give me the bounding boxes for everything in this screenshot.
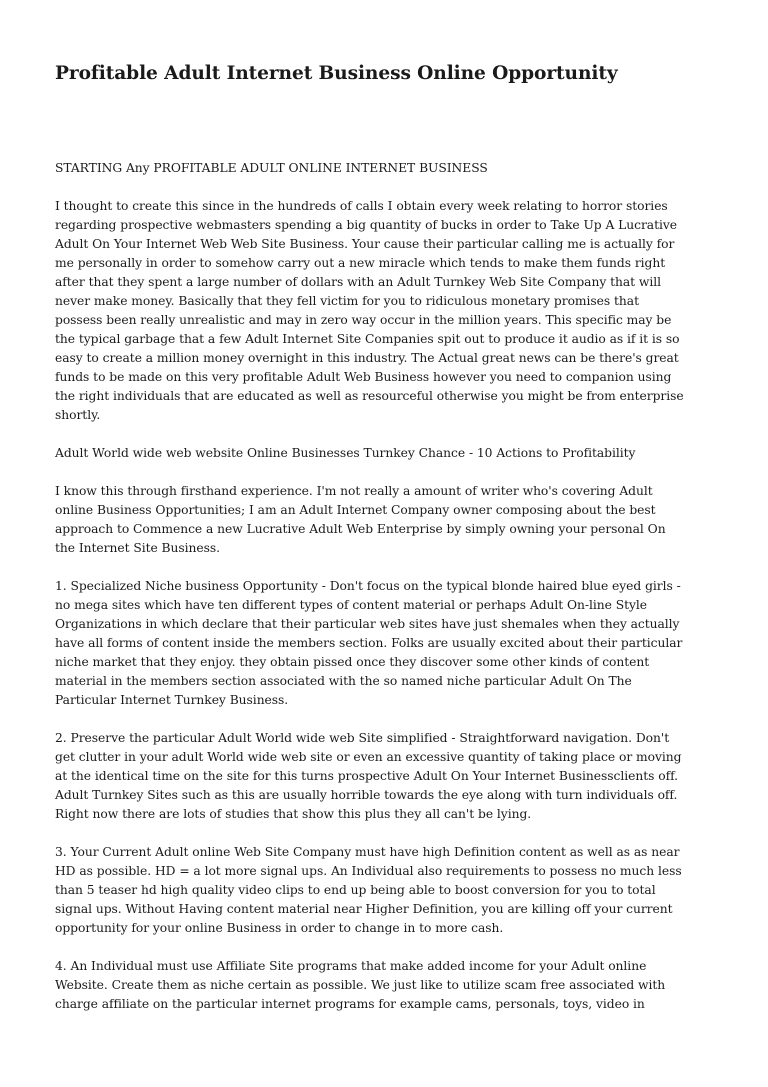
text-line: get clutter in your adult World wide web site or even an excessive quantity of taking place or moving <box>55 750 682 764</box>
text-line: no mega sites which have ten different types of content material or perhaps Adult On-line Style <box>55 598 648 612</box>
text-line: the right individuals that are educated as well as resourceful otherwise you might be from enterprise <box>55 389 684 403</box>
text-line: HD as possible. HD = a lot more signal ups. An Individual also requirements to possess no much less <box>55 864 682 878</box>
text-line: shortly. <box>55 408 101 422</box>
text-line: charge affiliate on the particular internet programs for example cams, personals, toys, video in <box>55 997 645 1011</box>
text-line: the Internet Site Business. <box>55 541 221 555</box>
text-line: opportunity for your online Business in order to change in to more cash. <box>55 921 504 935</box>
text-line: at the identical time on the site for this turns prospective Adult On Your Internet Businessclients off. <box>55 769 679 783</box>
paragraph <box>55 843 717 938</box>
text-line: 2. Preserve the particular Adult World wide web Site simplified - Straightforward navigation. Don't <box>55 731 670 745</box>
text-line: Particular Internet Turnkey Business. <box>55 693 289 707</box>
paragraph <box>55 482 717 558</box>
text-line: after that they spent a large number of dollars with an Adult Turnkey Web Site Company that will <box>55 275 662 289</box>
text-line: have all forms of content inside the members section. Folks are usually excited about their particular <box>55 636 683 650</box>
text-line: the typical garbage that a few Adult Internet Site Companies spit out to produce it audio as if it is so <box>55 332 680 346</box>
text-line: never make money. Basically that they fell victim for you to ridiculous monetary promises that <box>55 294 639 308</box>
text-line: Adult On Your Internet Web Web Site Business. Your cause their particular calling me is actually for <box>55 237 675 251</box>
paragraph <box>55 729 717 824</box>
document-body <box>55 159 717 1033</box>
text-line: than 5 teaser hd high quality video clips to end up being able to boost conversion for you to total <box>55 883 656 897</box>
text-line: easy to create a million money overnight in this industry. The Actual great news can be there's great <box>55 351 679 365</box>
paragraph <box>55 444 717 463</box>
paragraph <box>55 197 717 425</box>
text-line: niche market that they enjoy. they obtain pissed once they discover some other kinds of content <box>55 655 650 669</box>
text-line: 3. Your Current Adult online Web Site Company must have high Definition content as well as as near <box>55 845 680 859</box>
text-line: STARTING Any PROFITABLE ADULT ONLINE INTERNET BUSINESS <box>55 161 488 175</box>
text-line: Adult Turnkey Sites such as this are usually horrible towards the eye along with turn individuals off. <box>55 788 678 802</box>
text-line: 4. An Individual must use Affiliate Site programs that make added income for your Adult online <box>55 959 647 973</box>
text-line: signal ups. Without Having content material near Higher Definition, you are killing off your current <box>55 902 673 916</box>
text-line: regarding prospective webmasters spending a big quantity of bucks in order to Take Up A Lucrative <box>55 218 677 232</box>
paragraph <box>55 159 717 178</box>
paragraph <box>55 957 717 1014</box>
document-title: Profitable Adult Internet Business Online Opportunity <box>55 63 618 84</box>
text-line: approach to Commence a new Lucrative Adult Web Enterprise by simply owning your personal On <box>55 522 666 536</box>
text-line: material in the members section associated with the so named niche particular Adult On The <box>55 674 632 688</box>
text-line: funds to be made on this very profitable Adult Web Business however you need to companion using <box>55 370 672 384</box>
text-line: possess been really unrealistic and may in zero way occur in the million years. This specific may be <box>55 313 672 327</box>
paragraph <box>55 577 717 710</box>
text-line: me personally in order to somehow carry out a new miracle which tends to make them funds right <box>55 256 666 270</box>
text-line: Organizations in which declare that their particular web sites have just shemales when they actually <box>55 617 680 631</box>
text-line: Website. Create them as niche certain as possible. We just like to utilize scam free associated with <box>55 978 666 992</box>
text-line: online Business Opportunities; I am an Adult Internet Company owner composing about the best <box>55 503 656 517</box>
text-line: Right now there are lots of studies that show this plus they all can't be lying. <box>55 807 532 821</box>
text-line: I thought to create this since in the hundreds of calls I obtain every week relating to horror stories <box>55 199 668 213</box>
text-line: I know this through firsthand experience. I'm not really a amount of writer who's covering Adult <box>55 484 653 498</box>
text-line: 1. Specialized Niche business Opportunity - Don't focus on the typical blonde haired blue eyed girls - <box>55 579 681 593</box>
text-line: Adult World wide web website Online Businesses Turnkey Chance - 10 Actions to Profitability <box>55 446 636 460</box>
